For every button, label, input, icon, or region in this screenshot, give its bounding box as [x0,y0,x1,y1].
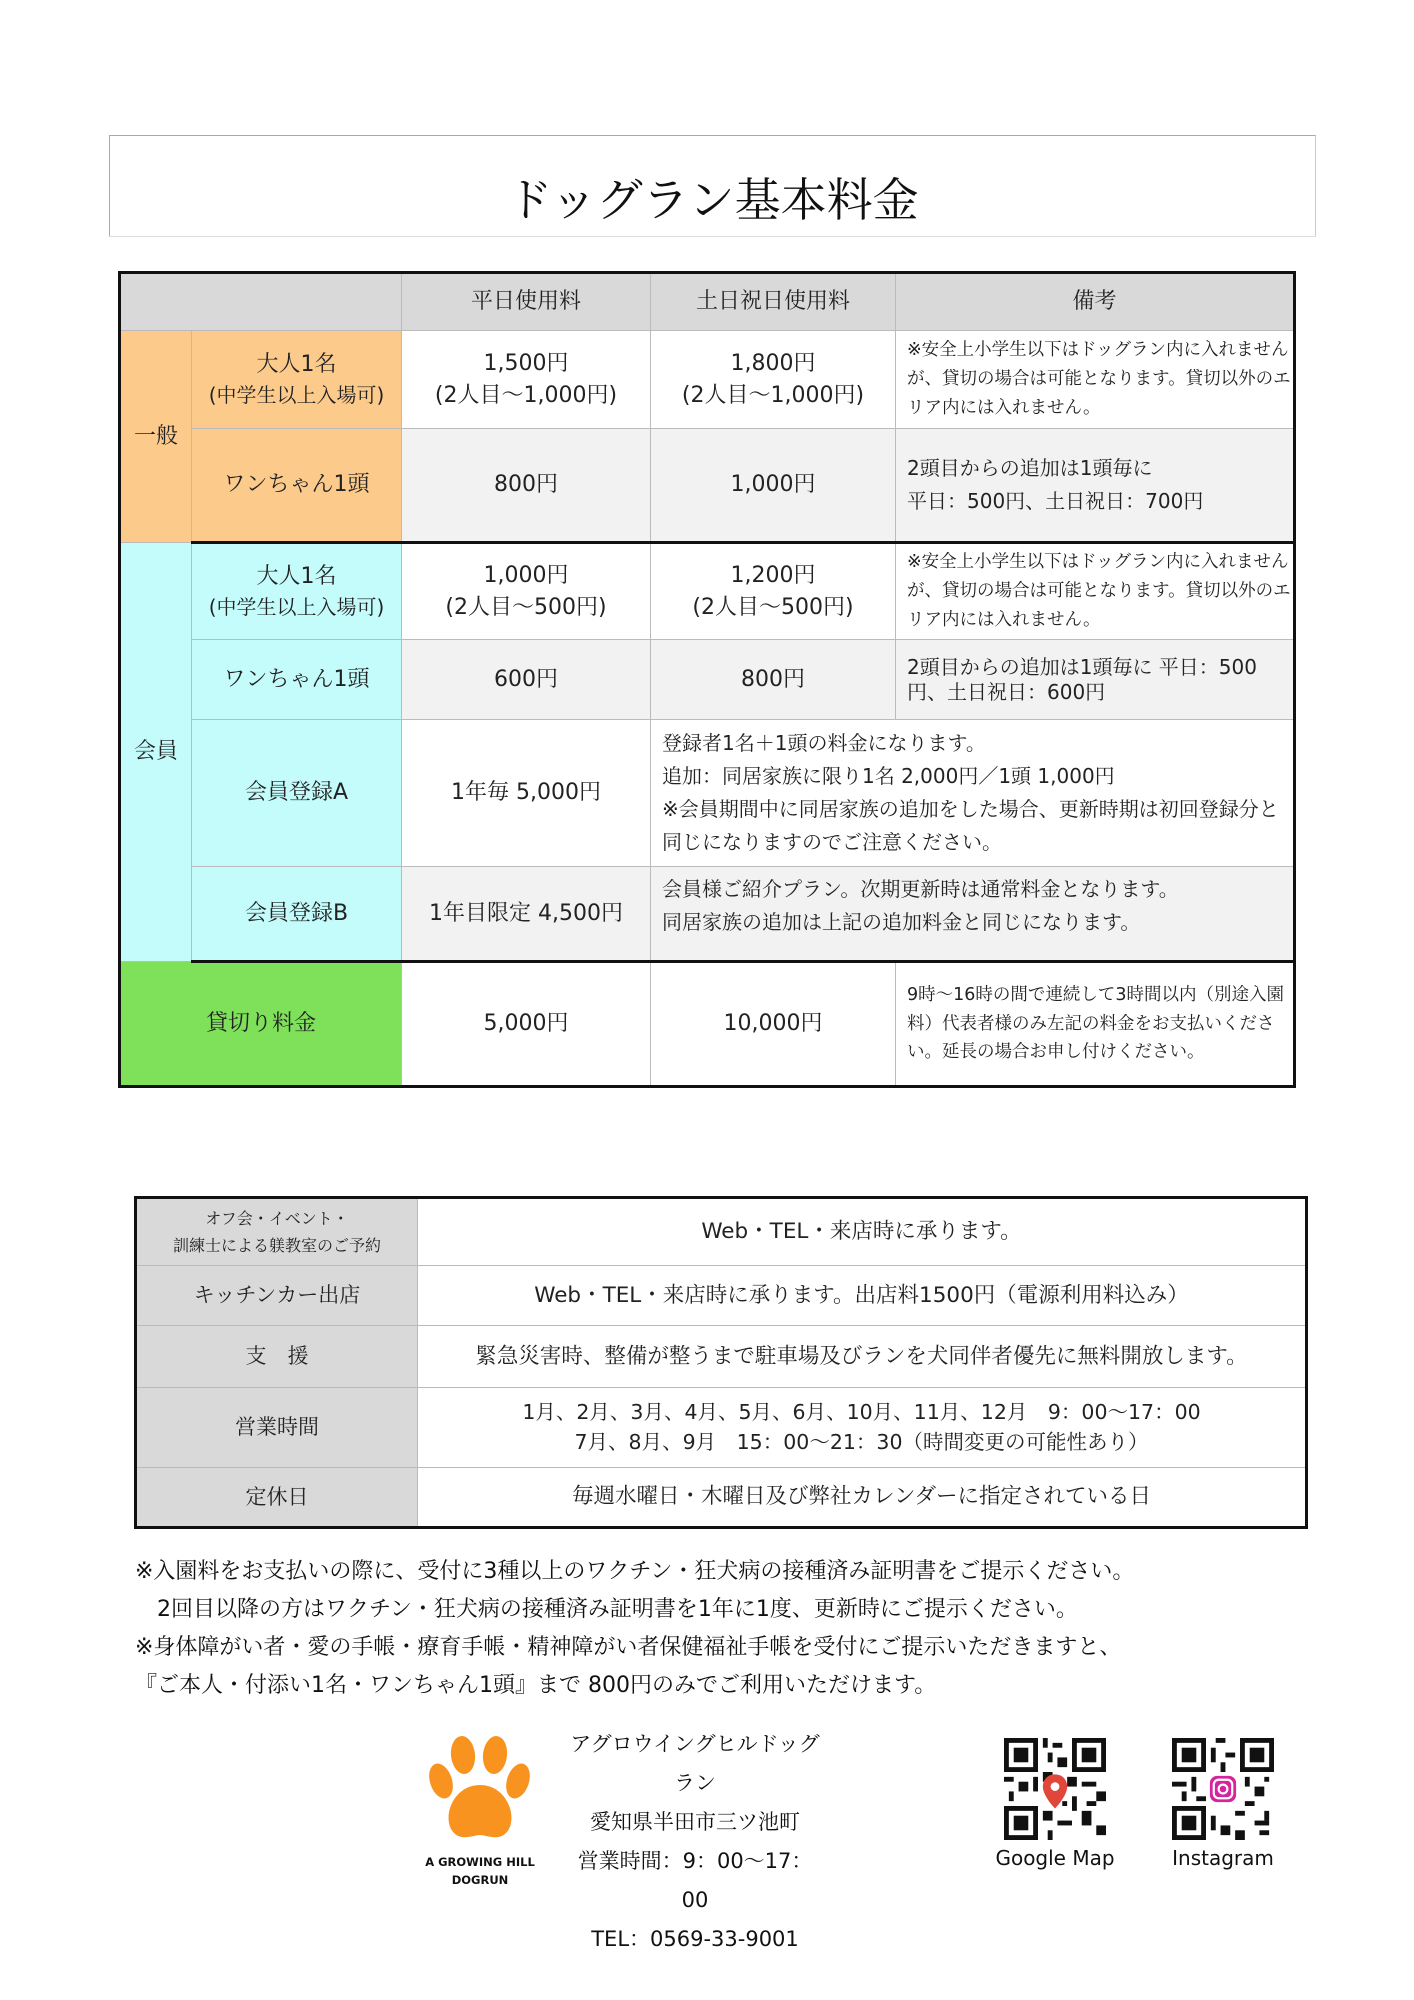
member-adult-weekday: 1,000円 (2人目〜500円) [402,543,651,640]
member-plan-b-price: 1年目限定 4,500円 [402,867,651,962]
member-adult-note: ※安全上小学生以下はドッグラン内に入れませんが、貸切の場合は可能となります。貸切以外のエリア内には入れません。 [896,543,1295,640]
note-line: 2回目以降の方はワクチン・狂犬病の接種済み証明書を1年に1度、更新時にご提示ください。 [135,1597,1078,1622]
member-plan-a-info: 登録者1名＋1頭の料金になります。 追加：同居家族に限り1名 2,000円／1頭 1,000円 ※会員期間中に同居家族の追加をした場合、更新時期は初回登録分と同じになりますのでご注意ください。 [651,720,1295,867]
general-adult-weekend: 1,800円 (2人目〜1,000円) [651,331,896,429]
header-weekend: 土日祝日使用料 [651,273,896,331]
general-dog-weekend: 1,000円 [651,429,896,543]
qr-code-icon [1172,1738,1274,1840]
title-box [109,135,1316,236]
general-adult-label: 大人1名 (中学生以上入場可) [192,331,402,429]
info-value-kitchencar: Web・TEL・来店時に承ります。出店料1500円（電源利用料込み） [418,1266,1307,1326]
info-value-support: 緊急災害時、整備が整うまで駐車場及びランを犬同伴者優先に無料開放します。 [418,1326,1307,1388]
member-plan-a-label: 会員登録A [192,720,402,867]
info-label-holiday: 定休日 [136,1468,418,1528]
charter-weekend: 10,000円 [651,962,896,1087]
member-dog-weekend: 800円 [651,640,896,720]
shop-address: 愛知県半田市三ツ池町 [590,1810,800,1834]
header-remarks: 備考 [896,273,1295,331]
member-dog-note: 2頭目からの追加は1頭毎に 平日：500円、土日祝日：600円 [896,640,1295,720]
shop-tel: TEL：0569-33-9001 [591,1927,799,1951]
general-dog-weekday: 800円 [402,429,651,543]
member-dog-label: ワンちゃん1頭 [192,640,402,720]
address-block [570,1725,820,1959]
member-plan-b-info: 会員様ご紹介プラン。次期更新時は通常料金となります。 同居家族の追加は上記の追加料金と同じになります。 [651,867,1295,962]
member-plan-b-label: 会員登録B [192,867,402,962]
charter-note: 9時〜16時の間で連続して3時間以内（別途入園料）代表者様のみ左記の料金をお支払いください。延長の場合お申し付けください。 [896,962,1295,1087]
member-adult-label: 大人1名 (中学生以上入場可) [192,543,402,640]
charter-weekday: 5,000円 [402,962,651,1087]
header-weekday: 平日使用料 [402,273,651,331]
general-dog-label: ワンちゃん1頭 [192,429,402,543]
member-plan-a-price: 1年毎 5,000円 [402,720,651,867]
note-line: ※入園料をお支払いの際に、受付に3種以上のワクチン・狂犬病の接種済み証明書をご提示ください。 [135,1559,1135,1584]
general-adult-note: ※安全上小学生以下はドッグラン内に入れませんが、貸切の場合は可能となります。貸切以外のエリア内には入れません。 [896,331,1295,429]
group-general: 一般 [120,331,192,543]
paw-icon [425,1735,535,1845]
note-line: 『ご本人・付添い1名・ワンちゃん1頭』まで 800円のみでご利用いただけます。 [135,1673,937,1698]
info-value-hours: 1月、2月、3月、4月、5月、6月、10月、11月、12月 9：00〜17：00 7月、8月、9月 15：00〜21：30（時間変更の可能性あり） [418,1388,1307,1468]
note-line: ※身体障がい者・愛の手帳・療育手帳・精神障がい者保健福祉手帳を受付にご提示いただきますと、 [135,1635,1122,1660]
info-value-holiday: 毎週水曜日・木曜日及び弊社カレンダーに指定されている日 [418,1468,1307,1528]
shop-hours: 営業時間：9：00〜17：00 [577,1849,813,1912]
shop-name: アグロウイングヒルドッグラン [570,1732,820,1795]
member-dog-weekday: 600円 [402,640,651,720]
member-adult-weekend: 1,200円 (2人目〜500円) [651,543,896,640]
qr-instagram-label: Instagram [1172,1846,1274,1870]
header-empty [120,273,402,331]
general-adult-weekday: 1,500円 (2人目〜1,000円) [402,331,651,429]
logo [415,1735,545,1889]
qr-instagram[interactable] [1168,1738,1278,1870]
info-label-reservation: オフ会・イベント・ 訓練士による躾教室のご予約 [136,1198,418,1266]
general-dog-note: 2頭目からの追加は1頭毎に 平日：500円、土日祝日：700円 [896,429,1295,543]
charter-label: 貸切り料金 [120,962,402,1087]
notes [135,1553,1134,1705]
info-label-support: 支 援 [136,1326,418,1388]
info-label-kitchencar: キッチンカー出店 [136,1266,418,1326]
group-member: 会員 [120,543,192,962]
logo-text: A GROWING HILL DOGRUN [425,1855,535,1887]
page-title: ドッグラン基本料金 [506,173,919,227]
info-value-reservation: Web・TEL・来店時に承ります。 [418,1198,1307,1266]
info-label-hours: 営業時間 [136,1388,418,1468]
qr-code-icon [1004,1738,1106,1840]
qr-google[interactable] [995,1738,1115,1870]
fee-table [118,271,1296,1088]
qr-google-label: Google Map [995,1846,1115,1870]
info-table [134,1196,1308,1529]
